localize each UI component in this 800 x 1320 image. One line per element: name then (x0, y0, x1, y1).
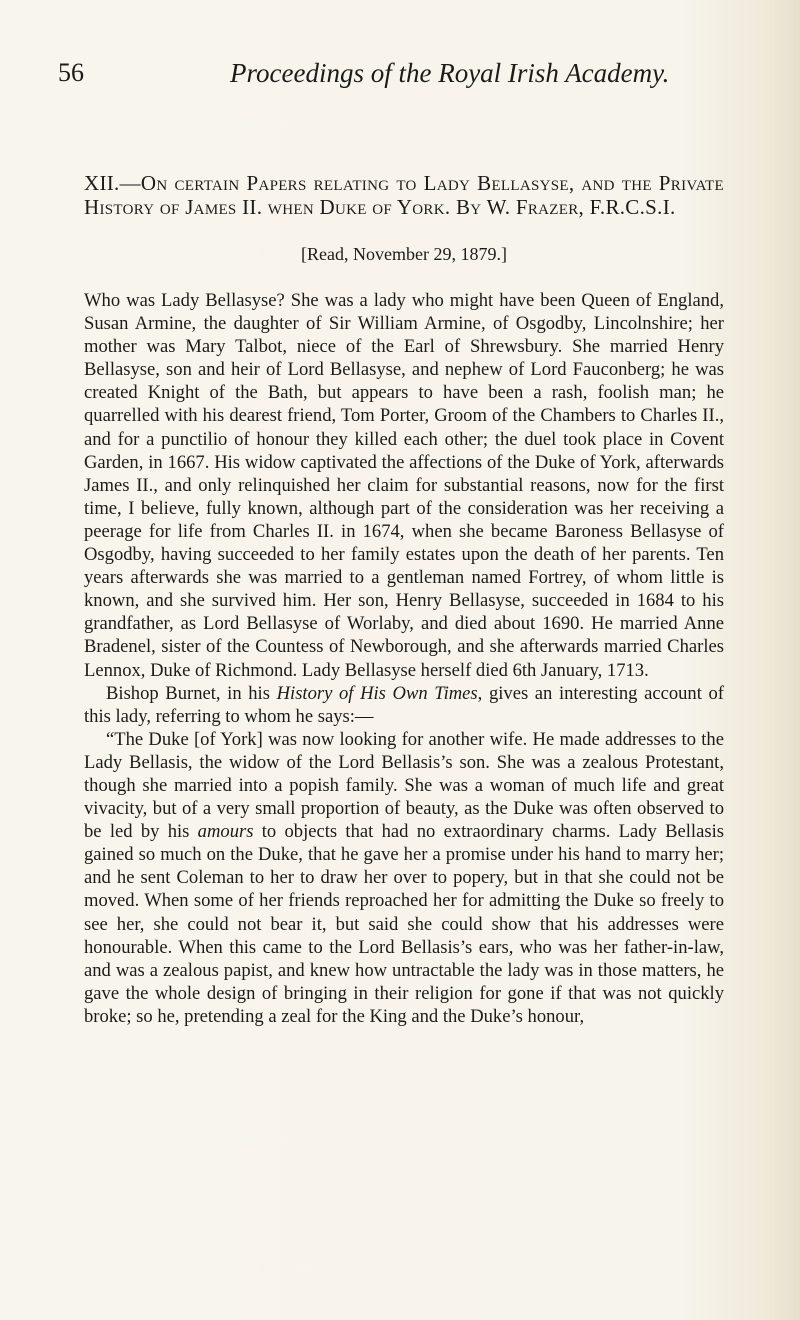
quotation-text-a: “The Duke [of York] was now looking for another wife. He made addresses to the Lady Bellasis, the widow of the Lord Bellasis’s son. She was a zealous Protestant, though she married into a popish family. She was a woman of much life and great vivacity, but of a very small proportion of beauty, as the Duke was often observed to be led by his (84, 728, 724, 843)
paragraph-2-text-a: Bishop Burnet, in his (106, 682, 277, 704)
read-date: [Read, November 29, 1879.] (301, 244, 507, 264)
running-head: Proceedings of the Royal Irish Academy. (230, 58, 670, 88)
paragraph-1: Who was Lady Bellasyse? She was a lady who might have been Queen of England, Susan Armine, the daughter of Sir William Armine, of Osgodby, Lincolnshire; her mother was Mary Talbot, niece of the Earl of Shrewsbury. She married Henry Bellasyse, son and heir of Lord Bellasyse, and nephew of Lord Fauconberg; he was created Knight of the Bath, but appears to have been a rash, foolish man; he quarrelled with his dearest friend, Tom Porter, Groom of the Chambers to Charles II., and for a punctilio of honour they killed each other; the duel took place in Covent Garden, in 1667. His widow captivated the affections of the Duke of York, afterwards James II., and only relinquished her claim for substantial reasons, now for the first time, I believe, fully known, although part of the consideration was her receiving a peerage for life from Charles II. in 1674, when she became Baroness Bellasyse of Osgodby, having succeeded to her family estates upon the death of her parents. Ten years afterwards she was married to a gentleman named Fortrey, of whom little is known, and she survived him. Her son, Henry Bellasyse, succeeded in 1684 to his grandfather, as Lord Bellasyse of Worlaby, and died about 1690. He married Anne Bradenel, sister of the Countess of Newborough, and she afterwards married Charles Lennox, Duke of Richmond. Lady Bellasyse herself died 6th January, 1713. (84, 290, 724, 681)
paragraph-2 (84, 682, 724, 728)
article-title: XII.—On certain Papers relating to Lady Bellasyse, and the Private History of James II. when Duke of York. By W. Frazer, F.R.C.S.I. (84, 171, 724, 219)
paragraph-2-text-b: , gives an interesting account of this lady, referring to whom he says:— (84, 682, 724, 727)
page-number: 56 (58, 58, 84, 87)
page-header (58, 58, 758, 106)
italic-word: amours (197, 821, 254, 843)
book-title: History of His Own Times (276, 682, 478, 704)
quotation-text-b: to objects that had no extraordinary charms. Lady Bellasis gained so much on the Duke, that he gave her a promise under his hand to marry her; and he sent Coleman to her to draw her over to popery, but in that she could not be moved. When some of her friends reproached her for admitting the Duke so freely to see her, she could not bear it, but said she could show that his addresses were honourable. When this came to the Lord Bellasis’s ears, who was her father-in-law, and was a zealous papist, and knew how untractable the lady was in those matters, he gave the whole design of bringing in their religion for gone if that was not quickly broke; so he, pretending a zeal for the King and the Duke’s honour, (84, 821, 724, 1027)
article-body (84, 289, 724, 1028)
article-content (84, 171, 724, 1028)
quotation-paragraph (84, 728, 724, 1028)
